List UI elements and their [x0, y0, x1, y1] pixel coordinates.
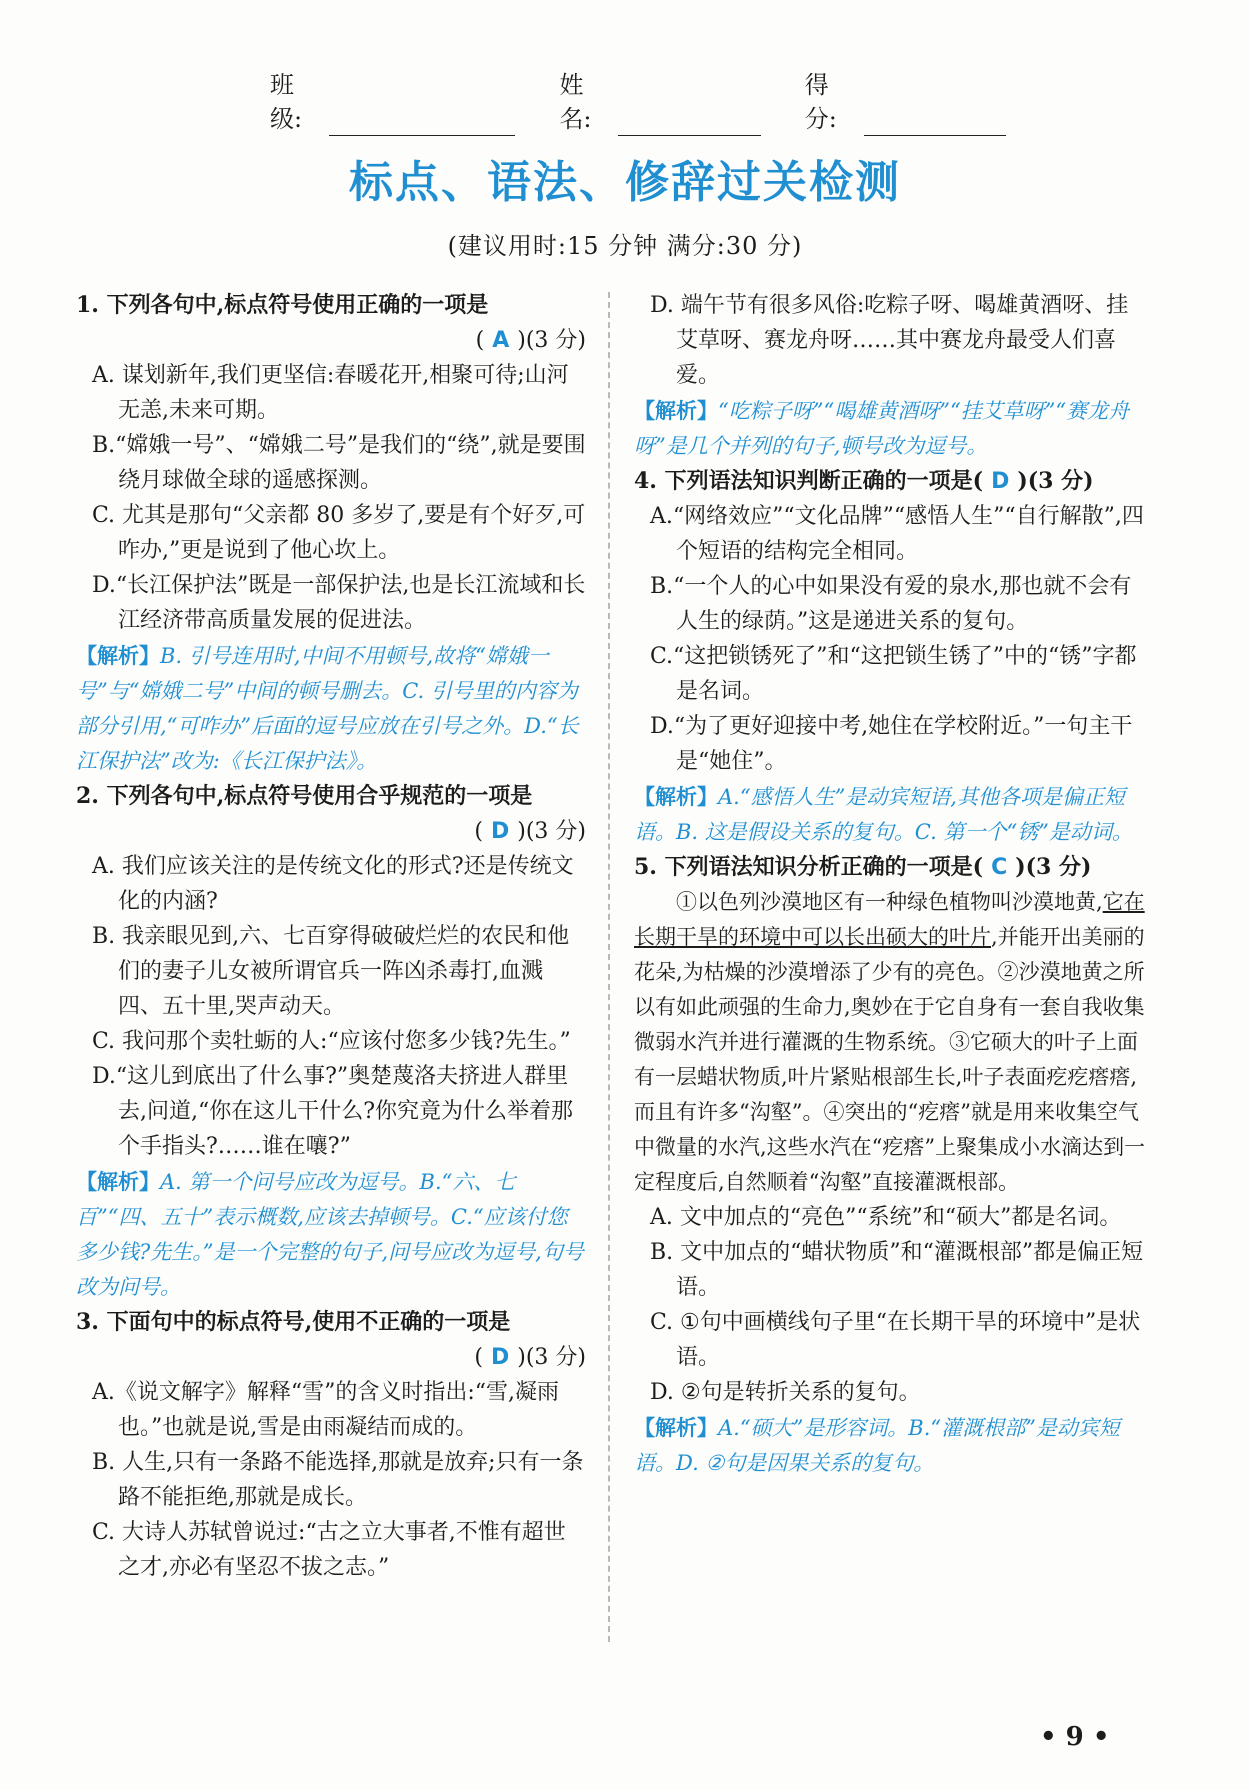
analysis-tag: 【解析】	[634, 398, 718, 423]
question-2-analysis: 【解析】A. 第一个问号应改为逗号。B.“六、七百”“四、五十”表示概数,应该去掉顿号。C.“应该付您多少钱?先生。”是一个完整的句子,问号应改为逗号,句号改为问号。	[76, 1169, 584, 1299]
page-number: • 9 •	[1040, 1722, 1110, 1752]
question-2-answer-line: ( D )(3 分)	[474, 819, 586, 844]
score-field	[805, 68, 1006, 136]
question-3-option-d: D. 端午节有很多风俗:吃粽子呀、喝雄黄酒呀、挂艾草呀、赛龙舟呀……其中赛龙舟最受人们喜爱。	[650, 293, 1129, 388]
analysis-tag: 【解析】	[76, 643, 160, 668]
question-1	[76, 288, 586, 779]
class-label: 班级:	[270, 71, 303, 133]
score-label: 得分:	[804, 71, 837, 133]
question-2-answer: D	[490, 819, 510, 844]
question-5-option-c: C. ①句中画横线句子里“在长期干旱的环境中”是状语。	[650, 1310, 1141, 1370]
column-divider	[608, 292, 610, 1642]
question-4-option-b: B.“一个人的心中如果没有爱的泉水,那也就不会有人生的绿荫。”这是递进关系的复句。	[650, 574, 1132, 634]
question-4-analysis: 【解析】A.“感悟人生”是动宾短语,其他各项是偏正短语。B. 这是假设关系的复句。C. 第一个“锈”是动词。	[634, 784, 1133, 844]
question-5-passage: ①以色列沙漠地区有一种绿色植物叫沙漠地黄,它在长期干旱的环境中可以长出硕大的叶片,并能开出美丽的花朵,为枯燥的沙漠增添了少有的亮色。②沙漠地黄之所以有如此顽强的生命力,奥妙在于它自身有一套自我收集微弱水汽并进行灌溉的生物系统。③它硕大的叶子上面有一层蜡状物质,叶片紧贴根部生长,叶子表面疙疙瘩瘩,而且有许多“沟壑”。④突出的“疙瘩”就是用来收集空气中微量的水汽,这些水汽在“疙瘩”上聚集成小水滴达到一定程度后,自然顺着“沟壑”直接灌溉根部。	[634, 890, 1146, 1194]
question-4-option-d: D.“为了更好迎接中考,她住在学校附近。”一句主干是“她住”。	[650, 714, 1133, 774]
class-field	[270, 68, 515, 136]
page-title: 标点、语法、修辞过关检测	[349, 157, 901, 208]
question-5-option-b: B. 文中加点的“蜡状物质”和“灌溉根部”都是偏正短语。	[650, 1240, 1144, 1300]
score-blank[interactable]	[864, 109, 1006, 136]
question-5	[634, 850, 1146, 1481]
question-1-answer-line: ( A )(3 分)	[475, 328, 586, 353]
class-blank[interactable]	[329, 109, 515, 136]
question-4-points: )(3 分)	[1017, 468, 1094, 494]
analysis-tag: 【解析】	[634, 784, 718, 809]
question-2-points: )(3 分)	[517, 819, 586, 844]
right-column	[634, 288, 1146, 1481]
question-3	[76, 1305, 586, 1585]
question-5-option-a: A. 文中加点的“亮色”“系统”和“硕大”都是名词。	[650, 1205, 1122, 1230]
question-3-points: )(3 分)	[517, 1345, 586, 1370]
question-1-analysis: 【解析】B. 引号连用时,中间不用顿号,故将“嫦娥一号”与“嫦娥二号”中间的顿号删去。C. 引号里的内容为部分引用,“可咋办”后面的逗号应放在引号之外。D.“长江保护法”改为:《长江保护法》。	[76, 643, 579, 773]
page-subtitle: (建议用时:15 分钟 满分:30 分)	[447, 232, 803, 260]
question-1-stem: 1. 下列各句中,标点符号使用正确的一项是	[76, 292, 489, 318]
student-info-fields	[270, 68, 1050, 136]
question-3-analysis: 【解析】“吃粽子呀”“喝雄黄酒呀”“挂艾草呀”“赛龙舟呀”是几个并列的句子,顿号改为逗号。	[634, 398, 1130, 458]
question-3-option-b: B. 人生,只有一条路不能选择,那就是放弃;只有一条路不能拒绝,那就是成长。	[92, 1450, 584, 1510]
question-4-answer: D	[991, 469, 1010, 494]
question-3-option-a: A.《说文解字》解释“雪”的含义时指出:“雪,凝雨也。”也就是说,雪是由雨凝结而成的。	[92, 1380, 560, 1440]
question-4-stem: 4. 下列语法知识判断正确的一项是( D )(3 分)	[634, 468, 1094, 494]
question-2-option-c: C. 我问那个卖牡蛎的人:“应该付您多少钱?先生。”	[92, 1029, 571, 1054]
question-2-option-a: A. 我们应该关注的是传统文化的形式?还是传统文化的内涵?	[92, 854, 574, 914]
question-3-answer-line: ( D )(3 分)	[474, 1345, 586, 1370]
question-5-points: )(3 分)	[1015, 854, 1092, 880]
question-2-option-b: B. 我亲眼见到,六、七百穿得破破烂烂的农民和他们的妻子儿女被所谓官兵一阵凶杀毒打,血溅四、五十里,哭声动天。	[92, 924, 570, 1019]
question-1-option-a: A. 谋划新年,我们更坚信:春暖花开,相聚可待;山河无恙,未来可期。	[92, 363, 569, 423]
analysis-tag: 【解析】	[76, 1169, 160, 1194]
question-5-answer: C	[991, 855, 1008, 880]
analysis-tag: 【解析】	[634, 1415, 718, 1440]
name-field	[559, 68, 760, 136]
left-column	[76, 288, 586, 1585]
question-2	[76, 779, 586, 1305]
question-3-stem: 3. 下面句中的标点符号,使用不正确的一项是	[76, 1309, 511, 1335]
question-5-analysis: 【解析】A.“硕大”是形容词。B.“灌溉根部”是动宾短语。D. ②句是因果关系的复句。	[634, 1415, 1120, 1475]
question-5-option-d: D. ②句是转折关系的复句。	[650, 1380, 921, 1405]
question-1-points: )(3 分)	[517, 328, 586, 353]
question-2-stem: 2. 下列各句中,标点符号使用合乎规范的一项是	[76, 783, 533, 809]
question-1-option-c: C. 尤其是那句“父亲都 80 多岁了,要是有个好歹,可咋办,”更是说到了他心坎上。	[92, 503, 586, 563]
question-1-option-b: B.“嫦娥一号”、“嫦娥二号”是我们的“绕”,就是要围绕月球做全球的遥感探测。	[92, 433, 586, 493]
name-blank[interactable]	[618, 109, 760, 136]
underlined-sentence: 它在长期干旱的环境中可以长出硕大的叶片	[634, 890, 1145, 949]
question-3-continued	[634, 288, 1146, 464]
question-3-option-c: C. 大诗人苏轼曾说过:“古之立大事者,不惟有超世之才,亦必有坚忍不拔之志。”	[92, 1520, 566, 1580]
question-1-option-d: D.“长江保护法”既是一部保护法,也是长江流域和长江经济带高质量发展的促进法。	[92, 573, 586, 633]
question-3-answer: D	[490, 1345, 510, 1370]
question-4-option-a: A.“网络效应”“文化品牌”“感悟人生”“自行解散”,四个短语的结构完全相同。	[650, 504, 1144, 564]
question-5-stem: 5. 下列语法知识分析正确的一项是( C )(3 分)	[634, 854, 1092, 880]
question-1-answer: A	[492, 328, 510, 353]
name-label: 姓名:	[559, 71, 592, 133]
question-2-option-d: D.“这儿到底出了什么事?”奥楚蔑洛夫挤进人群里去,问道,“你在这儿干什么?你究竟为什么举着那个手指头?……谁在嚷?”	[92, 1064, 574, 1159]
question-4	[634, 464, 1146, 850]
question-4-option-c: C.“这把锁锈死了”和“这把锁生锈了”中的“锈”字都是名词。	[650, 644, 1137, 704]
